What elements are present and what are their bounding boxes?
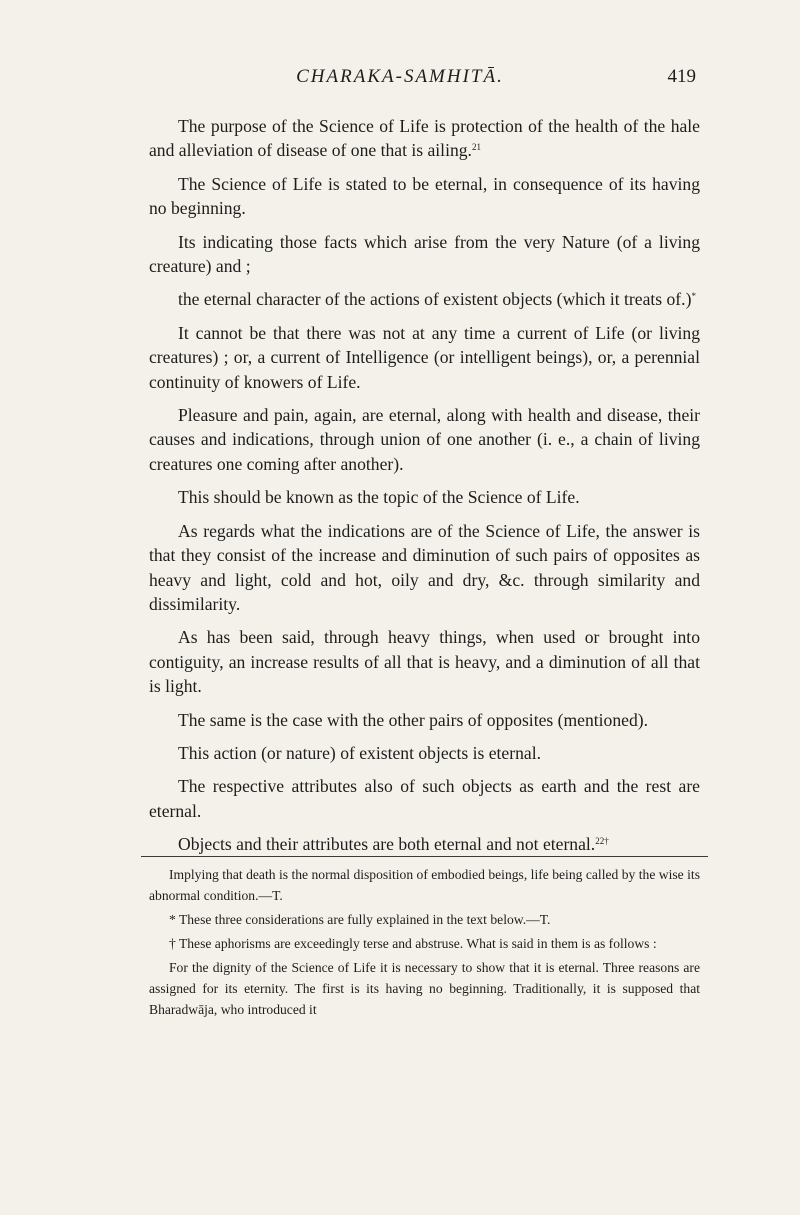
paragraph-5 xyxy=(149,321,700,394)
paragraph-text: As regards what the indications are of the Science of Life, the answer is that they consist of the increase and diminution of such pairs of opposites as heavy and light, cold and hot, oily and dry, &c. through similarity and dissimilarity. xyxy=(149,520,700,614)
paragraph-13 xyxy=(149,832,700,856)
footnote-1: Implying that death is the normal disposition of embodied beings, life being called by the wise its abnormal condition.—T. xyxy=(149,867,700,903)
footnote-marker: * xyxy=(691,291,696,302)
footnote-3: † These aphorisms are exceedingly terse and abstruse. What is said in them is as follows : xyxy=(169,936,657,951)
footnotes xyxy=(149,864,700,1023)
paragraph-11 xyxy=(149,741,700,765)
paragraph-1 xyxy=(149,114,700,163)
paragraph-3 xyxy=(149,230,700,279)
paragraph-9 xyxy=(149,625,700,698)
paragraph-text: The respective attributes also of such objects as earth and the rest are eternal. xyxy=(149,776,700,821)
body-text xyxy=(149,114,700,866)
footnote-2: * These three considerations are fully explained in the text below.—T. xyxy=(169,912,551,927)
paragraph-text: The same is the case with the other pairs of opposites (mentioned). xyxy=(178,709,649,730)
paragraph-text: Its indicating those facts which arise from the very Nature (of a living creature) and ; xyxy=(149,231,700,277)
footnote-divider xyxy=(141,856,708,857)
footnote-marker: 21 xyxy=(471,142,481,153)
paragraph-text: The purpose of the Science of Life is protection of the health of the hale and alleviation of disease of one that is ailing. xyxy=(149,116,700,161)
paragraph-text: It cannot be that there was not at any time a current of Life (or living creatures) ; or, a current of Intelligence (or intelligent beings), or, a perennial continuity of knowers of Life. xyxy=(149,322,700,392)
running-title: CHARAKA-SAMHITĀ. xyxy=(296,66,504,87)
paragraph-10 xyxy=(149,708,700,732)
paragraph-text: This should be known as the topic of the Science of Life. xyxy=(178,487,580,508)
paragraph-7 xyxy=(149,485,700,509)
page-number: 419 xyxy=(667,66,696,87)
paragraph-8 xyxy=(149,519,700,617)
paragraph-2 xyxy=(149,172,700,221)
paragraph-text: Pleasure and pain, again, are eternal, along with health and disease, their causes and indications, through union of one another (i. e., a chain of living creatures one coming after another). xyxy=(149,405,700,474)
paragraph-text: The Science of Life is stated to be eternal, in consequence of its having no beginning. xyxy=(149,173,700,219)
paragraph-12 xyxy=(149,774,700,823)
paragraph-text: This action (or nature) of existent objects is eternal. xyxy=(178,742,541,763)
paragraph-text: As has been said, through heavy things, when used or brought into contiguity, an increase results of all that is heavy, and a diminution of all that is light. xyxy=(149,627,700,697)
paragraph-text: the eternal character of the actions of existent objects (which it treats of.) xyxy=(178,289,692,310)
paragraph-4 xyxy=(149,287,700,311)
paragraph-6 xyxy=(149,403,700,476)
paragraph-text: Objects and their attributes are both eternal and not eternal. xyxy=(178,834,596,855)
footnote-4: For the dignity of the Science of Life it is necessary to show that it is eternal. Three reasons are assigned for its eternity. The first is its having no beginning. Traditionally, it is supposed that Bharadwāja, who introduced it xyxy=(149,960,700,1017)
footnote-marker: 22† xyxy=(595,836,609,847)
